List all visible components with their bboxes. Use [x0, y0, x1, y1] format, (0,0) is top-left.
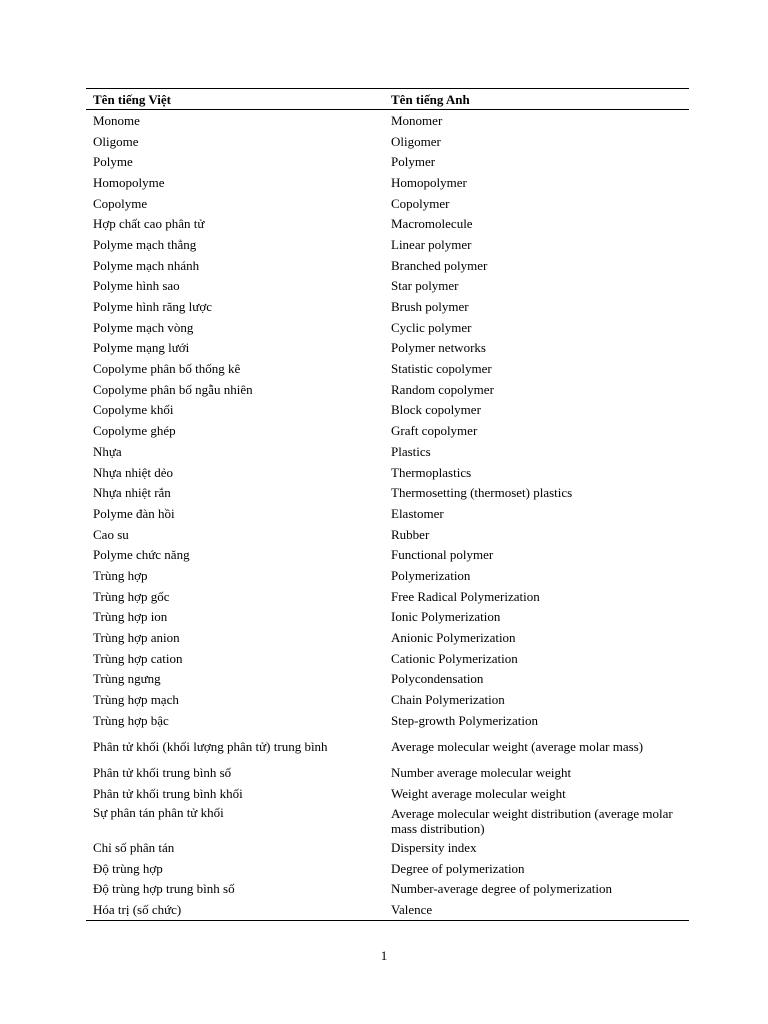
vietnamese-term: Hóa trị (số chức)	[93, 901, 182, 917]
english-term: Branched polymer	[391, 257, 488, 273]
table-row	[86, 627, 689, 648]
english-term: Number average molecular weight	[391, 765, 572, 781]
english-term: Block copolymer	[391, 402, 481, 418]
english-term: Anionic Polymerization	[391, 630, 516, 646]
vietnamese-term: Copolyme ghép	[93, 423, 176, 439]
vietnamese-term: Polyme	[93, 154, 133, 170]
english-term: Chain Polymerization	[391, 692, 505, 708]
english-term: Weight average molecular weight	[391, 786, 566, 802]
vietnamese-term: Độ trùng hợp	[93, 860, 163, 876]
table-row	[86, 213, 689, 234]
english-term: Star polymer	[391, 278, 459, 294]
table-row	[86, 503, 689, 524]
english-term: Oligomer	[391, 133, 441, 149]
english-term: Homopolymer	[391, 174, 467, 190]
english-term: Rubber	[391, 526, 430, 542]
column-header-english: Tên tiếng Anh	[391, 91, 470, 107]
vietnamese-term: Polyme mạng lưới	[93, 340, 190, 356]
table-row	[86, 276, 689, 297]
vietnamese-term: Copolyme	[93, 195, 148, 211]
english-term: Elastomer	[391, 505, 444, 521]
vietnamese-term: Copolyme phân bố ngẫu nhiên	[93, 381, 253, 397]
vietnamese-term: Sự phân tán phân tử khối	[93, 805, 224, 820]
english-term: Dispersity index	[391, 839, 477, 855]
english-term: Functional polymer	[391, 547, 494, 563]
table-row	[86, 858, 689, 879]
vietnamese-term: Trùng ngưng	[93, 671, 161, 687]
vietnamese-term: Trùng hợp mạch	[93, 692, 179, 708]
table-row	[86, 804, 689, 837]
vietnamese-term: Polyme mạch vòng	[93, 319, 194, 335]
table-row	[86, 763, 689, 784]
vietnamese-term: Trùng hợp anion	[93, 630, 180, 646]
table-row	[86, 193, 689, 214]
table-row	[86, 544, 689, 565]
english-term: Degree of polymerization	[391, 860, 525, 876]
english-term: Free Radical Polymerization	[391, 588, 540, 604]
table-row	[86, 899, 689, 920]
table-row	[86, 710, 689, 731]
table-row	[86, 441, 689, 462]
english-term: Linear polymer	[391, 236, 472, 252]
english-term: Polymer	[391, 154, 436, 170]
vietnamese-term: Polyme hình răng lược	[93, 299, 212, 315]
english-term: Average molecular weight distribution (average molar mass distribution)	[391, 805, 673, 836]
table-row	[86, 234, 689, 255]
vietnamese-term: Trùng hợp bậc	[93, 712, 169, 728]
table-row	[86, 783, 689, 804]
table-row	[86, 131, 689, 152]
table-row	[86, 524, 689, 545]
english-term: Plastics	[391, 443, 431, 459]
table-row	[86, 731, 689, 763]
english-term: Ionic Polymerization	[391, 609, 501, 625]
english-term: Cationic Polymerization	[391, 650, 518, 666]
english-term: Random copolymer	[391, 381, 494, 397]
vietnamese-term: Trùng hợp gốc	[93, 588, 170, 604]
english-term: Average molecular weight (average molar mass)	[391, 739, 644, 755]
table-row	[86, 607, 689, 628]
table-row	[86, 317, 689, 338]
table-row	[86, 689, 689, 710]
english-term: Polycondensation	[391, 671, 484, 687]
vietnamese-term: Oligome	[93, 133, 139, 149]
table-row	[86, 586, 689, 607]
english-term: Macromolecule	[391, 216, 473, 232]
vietnamese-term: Nhựa nhiệt rắn	[93, 485, 171, 501]
table-row	[86, 837, 689, 858]
table-row	[86, 400, 689, 421]
english-term: Polymer networks	[391, 340, 486, 356]
table-row	[86, 338, 689, 359]
vietnamese-term: Homopolyme	[93, 174, 165, 190]
english-term: Thermosetting (thermoset) plastics	[391, 485, 573, 501]
english-term: Step-growth Polymerization	[391, 712, 538, 728]
table-row	[86, 110, 689, 131]
table-row	[86, 172, 689, 193]
table-row	[86, 878, 689, 899]
table-row	[86, 462, 689, 483]
english-term: Statistic copolymer	[391, 361, 492, 377]
vietnamese-term: Polyme đàn hồi	[93, 505, 175, 521]
english-term: Number-average degree of polymerization	[391, 881, 612, 897]
english-term: Cyclic polymer	[391, 319, 472, 335]
vietnamese-term: Polyme mạch thẳng	[93, 236, 197, 252]
table-header	[86, 89, 689, 110]
vietnamese-term: Trùng hợp cation	[93, 650, 183, 666]
table-row	[86, 151, 689, 172]
table-row	[86, 565, 689, 586]
english-term: Polymerization	[391, 567, 471, 583]
table-row	[86, 648, 689, 669]
table-row	[86, 420, 689, 441]
vietnamese-term: Cao su	[93, 526, 129, 542]
english-term: Brush polymer	[391, 299, 469, 315]
header-row	[86, 89, 689, 110]
english-term: Thermoplastics	[391, 464, 472, 480]
column-header-vietnamese: Tên tiếng Việt	[93, 91, 171, 107]
page-number: 1	[380, 948, 388, 963]
vietnamese-term: Monome	[93, 112, 140, 128]
vietnamese-term: Nhựa nhiệt dẻo	[93, 464, 173, 480]
english-term: Valence	[391, 901, 433, 917]
english-term: Monomer	[391, 112, 443, 128]
table-row	[86, 482, 689, 503]
table-row	[86, 255, 689, 276]
english-term: Graft copolymer	[391, 423, 478, 439]
vietnamese-term: Polyme chức năng	[93, 547, 190, 563]
vietnamese-term: Polyme mạch nhánh	[93, 257, 200, 273]
vietnamese-term: Copolyme phân bố thống kê	[93, 361, 241, 377]
vietnamese-term: Copolyme khối	[93, 402, 174, 418]
table-row	[86, 296, 689, 317]
table-row	[86, 358, 689, 379]
vietnamese-term: Polyme hình sao	[93, 278, 180, 294]
table-body	[86, 110, 689, 921]
glossary-table	[86, 88, 689, 921]
vietnamese-term: Hợp chất cao phân tử	[93, 216, 205, 232]
vietnamese-term: Phân tử khối (khối lượng phân tử) trung bình	[93, 739, 328, 755]
english-term: Copolymer	[391, 195, 450, 211]
vietnamese-term: Trùng hợp ion	[93, 609, 168, 625]
vietnamese-term: Trùng hợp	[93, 567, 148, 583]
table-row	[86, 379, 689, 400]
vietnamese-term: Độ trùng hợp trung bình số	[93, 881, 235, 897]
table-row	[86, 669, 689, 690]
vietnamese-term: Phân tử khối trung bình khối	[93, 786, 243, 802]
vietnamese-term: Chỉ số phân tán	[93, 839, 175, 855]
vietnamese-term: Phân tử khối trung bình số	[93, 765, 232, 781]
vietnamese-term: Nhựa	[93, 443, 122, 459]
